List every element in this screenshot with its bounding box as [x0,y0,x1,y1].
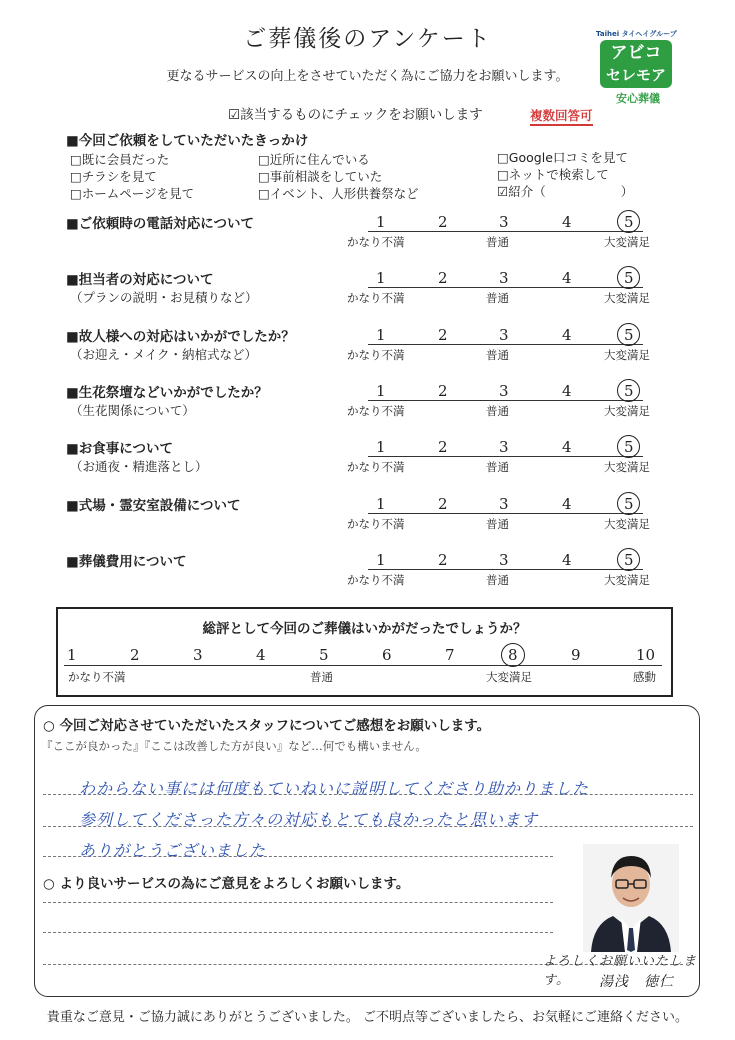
scale-line [368,344,643,345]
opinion-heading: ○ より良いサービスの為にご意見をよろしくお願いします。 [43,876,410,892]
scale-label-mid: 普通 [486,403,509,418]
scale-number: 4 [562,381,572,400]
trigger-option[interactable]: □近所に住んでいる [258,152,370,167]
question-heading: ■担当者の対応について [66,272,214,289]
scale-number: 1 [376,438,386,457]
logo-group-name: Taihei タイヘイグループ [596,30,677,38]
scale-number: 3 [499,213,509,231]
scale-number: 1 [376,213,386,231]
scale-number: 4 [562,438,572,457]
answer-circle[interactable] [617,435,640,458]
logo-line1: アビコ [610,43,662,63]
question-heading: ■故人様への対応はいかがでしたか？ [66,328,295,345]
answer-circle[interactable] [617,548,640,571]
scale-label-high: 大変満足 [604,403,650,418]
scale-label-mid: 普通 [486,347,509,362]
scale-label-low: かなり不満 [347,403,405,418]
scale-line [368,287,643,288]
overall-scale-number: 2 [130,646,140,664]
overall-scale-line [64,665,662,666]
scale-number: 2 [438,550,448,569]
scale-label-mid: 普通 [486,291,509,306]
handwritten-line: 参列してくださった方々の対応もとても良かったと思います [79,810,539,829]
answer-circle[interactable] [617,492,640,515]
multiple-answers-note: 複数回答可 [530,106,593,126]
question-heading: ■お食事について [66,441,173,458]
overall-label-low: かなり不満 [68,670,126,684]
scale-number: 4 [562,550,572,569]
trigger-option[interactable]: □チラシを見て [70,169,157,184]
scale-number: 1 [376,494,386,513]
scale-label-low: かなり不満 [347,347,405,362]
question-subheading: （プランの説明・お見積りなど） [70,290,258,306]
overall-rating-box [56,607,673,697]
overall-scale-number: 6 [382,646,392,664]
scale-number: 2 [438,325,448,344]
scale-number: 1 [376,269,386,288]
question-heading: ■ご依頼時の電話対応について [66,216,254,232]
scale-number: 1 [376,550,386,569]
scale-label-low: かなり不満 [347,460,405,475]
staff-note: よろしくお願いいたします。 [543,954,698,988]
scale-number: 4 [562,269,572,288]
overall-label-high: 大変満足 [486,670,532,684]
overall-scale-number: 4 [256,646,266,664]
logo-line2: セレモア [605,66,666,84]
handwritten-line: わからない事には何度もていねいに説明してくださり助かりました [79,779,590,798]
scale-number: 4 [562,494,572,513]
scale-label-high: 大変満足 [604,291,650,306]
trigger-option[interactable]: □Google口コミを見て [497,150,628,165]
scale-number: 2 [438,494,448,513]
trigger-option[interactable]: □既に会員だった [70,152,170,167]
scale-label-mid: 普通 [486,460,509,475]
overall-scale-number: 7 [445,646,455,664]
scale-label-mid: 普通 [486,572,509,587]
scale-line [368,400,643,401]
trigger-option[interactable]: □ネットで検索して [497,167,609,182]
scale-number: 3 [499,438,509,457]
overall-scale-number: 10 [636,646,656,664]
scale-number: 2 [438,381,448,400]
scale-number: 2 [438,269,448,288]
staff-feedback-hint: 『ここが良かった』『ここは改善した方が良い』など…何でも構いません。 [41,739,427,753]
scale-line [368,456,643,457]
page-subtitle: 更なるサービスの向上をさせていただく為にご協力をお願いします。 [166,69,569,84]
handwritten-line: ありがとうございました [79,841,267,860]
overall-scale-number: 5 [319,646,329,664]
trigger-option[interactable]: □事前相談をしていた [258,169,383,184]
question-subheading: （お通夜・精進落とし） [70,459,208,475]
trigger-option-checked[interactable]: ☑紹介（ ） [497,184,634,199]
staff-name: 湯浅 徳仁 [599,974,674,990]
overall-scale-number: 8 [508,646,518,664]
scale-label-low: かなり不満 [347,572,405,587]
company-logo [600,40,672,88]
scale-number: 3 [499,550,509,569]
comment-box [34,705,700,997]
scale-label-low: かなり不満 [347,235,405,249]
scale-line [368,569,643,570]
answer-circle[interactable] [617,210,640,233]
scale-label-high: 大変満足 [604,235,650,249]
staff-photo [583,844,679,952]
question-heading: ■式場・霊安室設備について [66,497,241,514]
scale-number: 3 [499,381,509,400]
scale-label-high: 大変満足 [604,347,650,362]
overall-heading: 総評として今回のご葬儀はいかがだったでしょうか？ [202,621,527,637]
logo-subtitle: 安心葬儀 [616,92,660,105]
scale-line [368,231,643,232]
scale-number: 3 [499,325,509,344]
overall-scale-number: 3 [193,646,203,664]
scale-number: 1 [376,381,386,400]
page-title: ご葬儀後のアンケート [243,26,492,52]
answer-circle[interactable] [617,266,640,289]
scale-number: 2 [438,213,448,231]
scale-label-high: 大変満足 [604,572,650,587]
scale-number: 5 [624,213,634,231]
scale-number: 3 [499,494,509,513]
question-subheading: （生花関係について） [70,402,195,418]
scale-number: 4 [562,213,572,231]
scale-number: 5 [624,269,634,288]
overall-label-mid: 普通 [310,670,333,684]
scale-number: 5 [624,550,634,569]
scale-label-high: 大変満足 [604,516,650,531]
scale-number: 4 [562,325,572,344]
answer-line [43,902,553,903]
scale-number: 2 [438,438,448,457]
scale-line [368,513,643,514]
scale-label-high: 大変満足 [604,460,650,475]
overall-scale-number: 1 [67,646,77,664]
question-subheading: （お迎え・メイク・納棺式など） [70,346,258,362]
answer-line [43,932,553,933]
scale-number: 1 [376,325,386,344]
scale-label-mid: 普通 [486,516,509,531]
overall-label-top: 感動 [633,670,656,684]
footer-text: 貴重なご意見・ご協力誠にありがとうございました。 ご不明点等ございましたら、お気軽にご連絡ください。 [46,1010,689,1025]
question-heading: ■葬儀費用について [66,553,187,570]
scale-label-low: かなり不満 [347,291,405,306]
trigger-heading: ■今回ご依頼をしていただいたきっかけ [66,133,309,149]
scale-number: 5 [624,494,634,513]
overall-answer-circle[interactable] [501,643,525,667]
trigger-option[interactable]: □ホームページを見て [70,186,195,201]
scale-number: 3 [499,269,509,288]
answer-circle[interactable] [617,323,640,346]
scale-number: 5 [624,438,634,457]
scale-label-low: かなり不満 [347,516,405,531]
staff-feedback-heading: ○ 今回ご対応させていただいたスタッフについてご感想をお願いします。 [43,718,491,734]
overall-scale-number: 9 [571,646,581,664]
question-heading: ■生花祭壇などいかがでしたか？ [66,384,268,401]
scale-number: 5 [624,381,634,400]
trigger-option[interactable]: □イベント、人形供養祭など [258,186,419,201]
scale-label-mid: 普通 [486,235,509,249]
scale-number: 5 [624,325,634,344]
answer-circle[interactable] [617,379,640,402]
check-instruction: ☑該当するものにチェックをお願いします [228,107,483,123]
